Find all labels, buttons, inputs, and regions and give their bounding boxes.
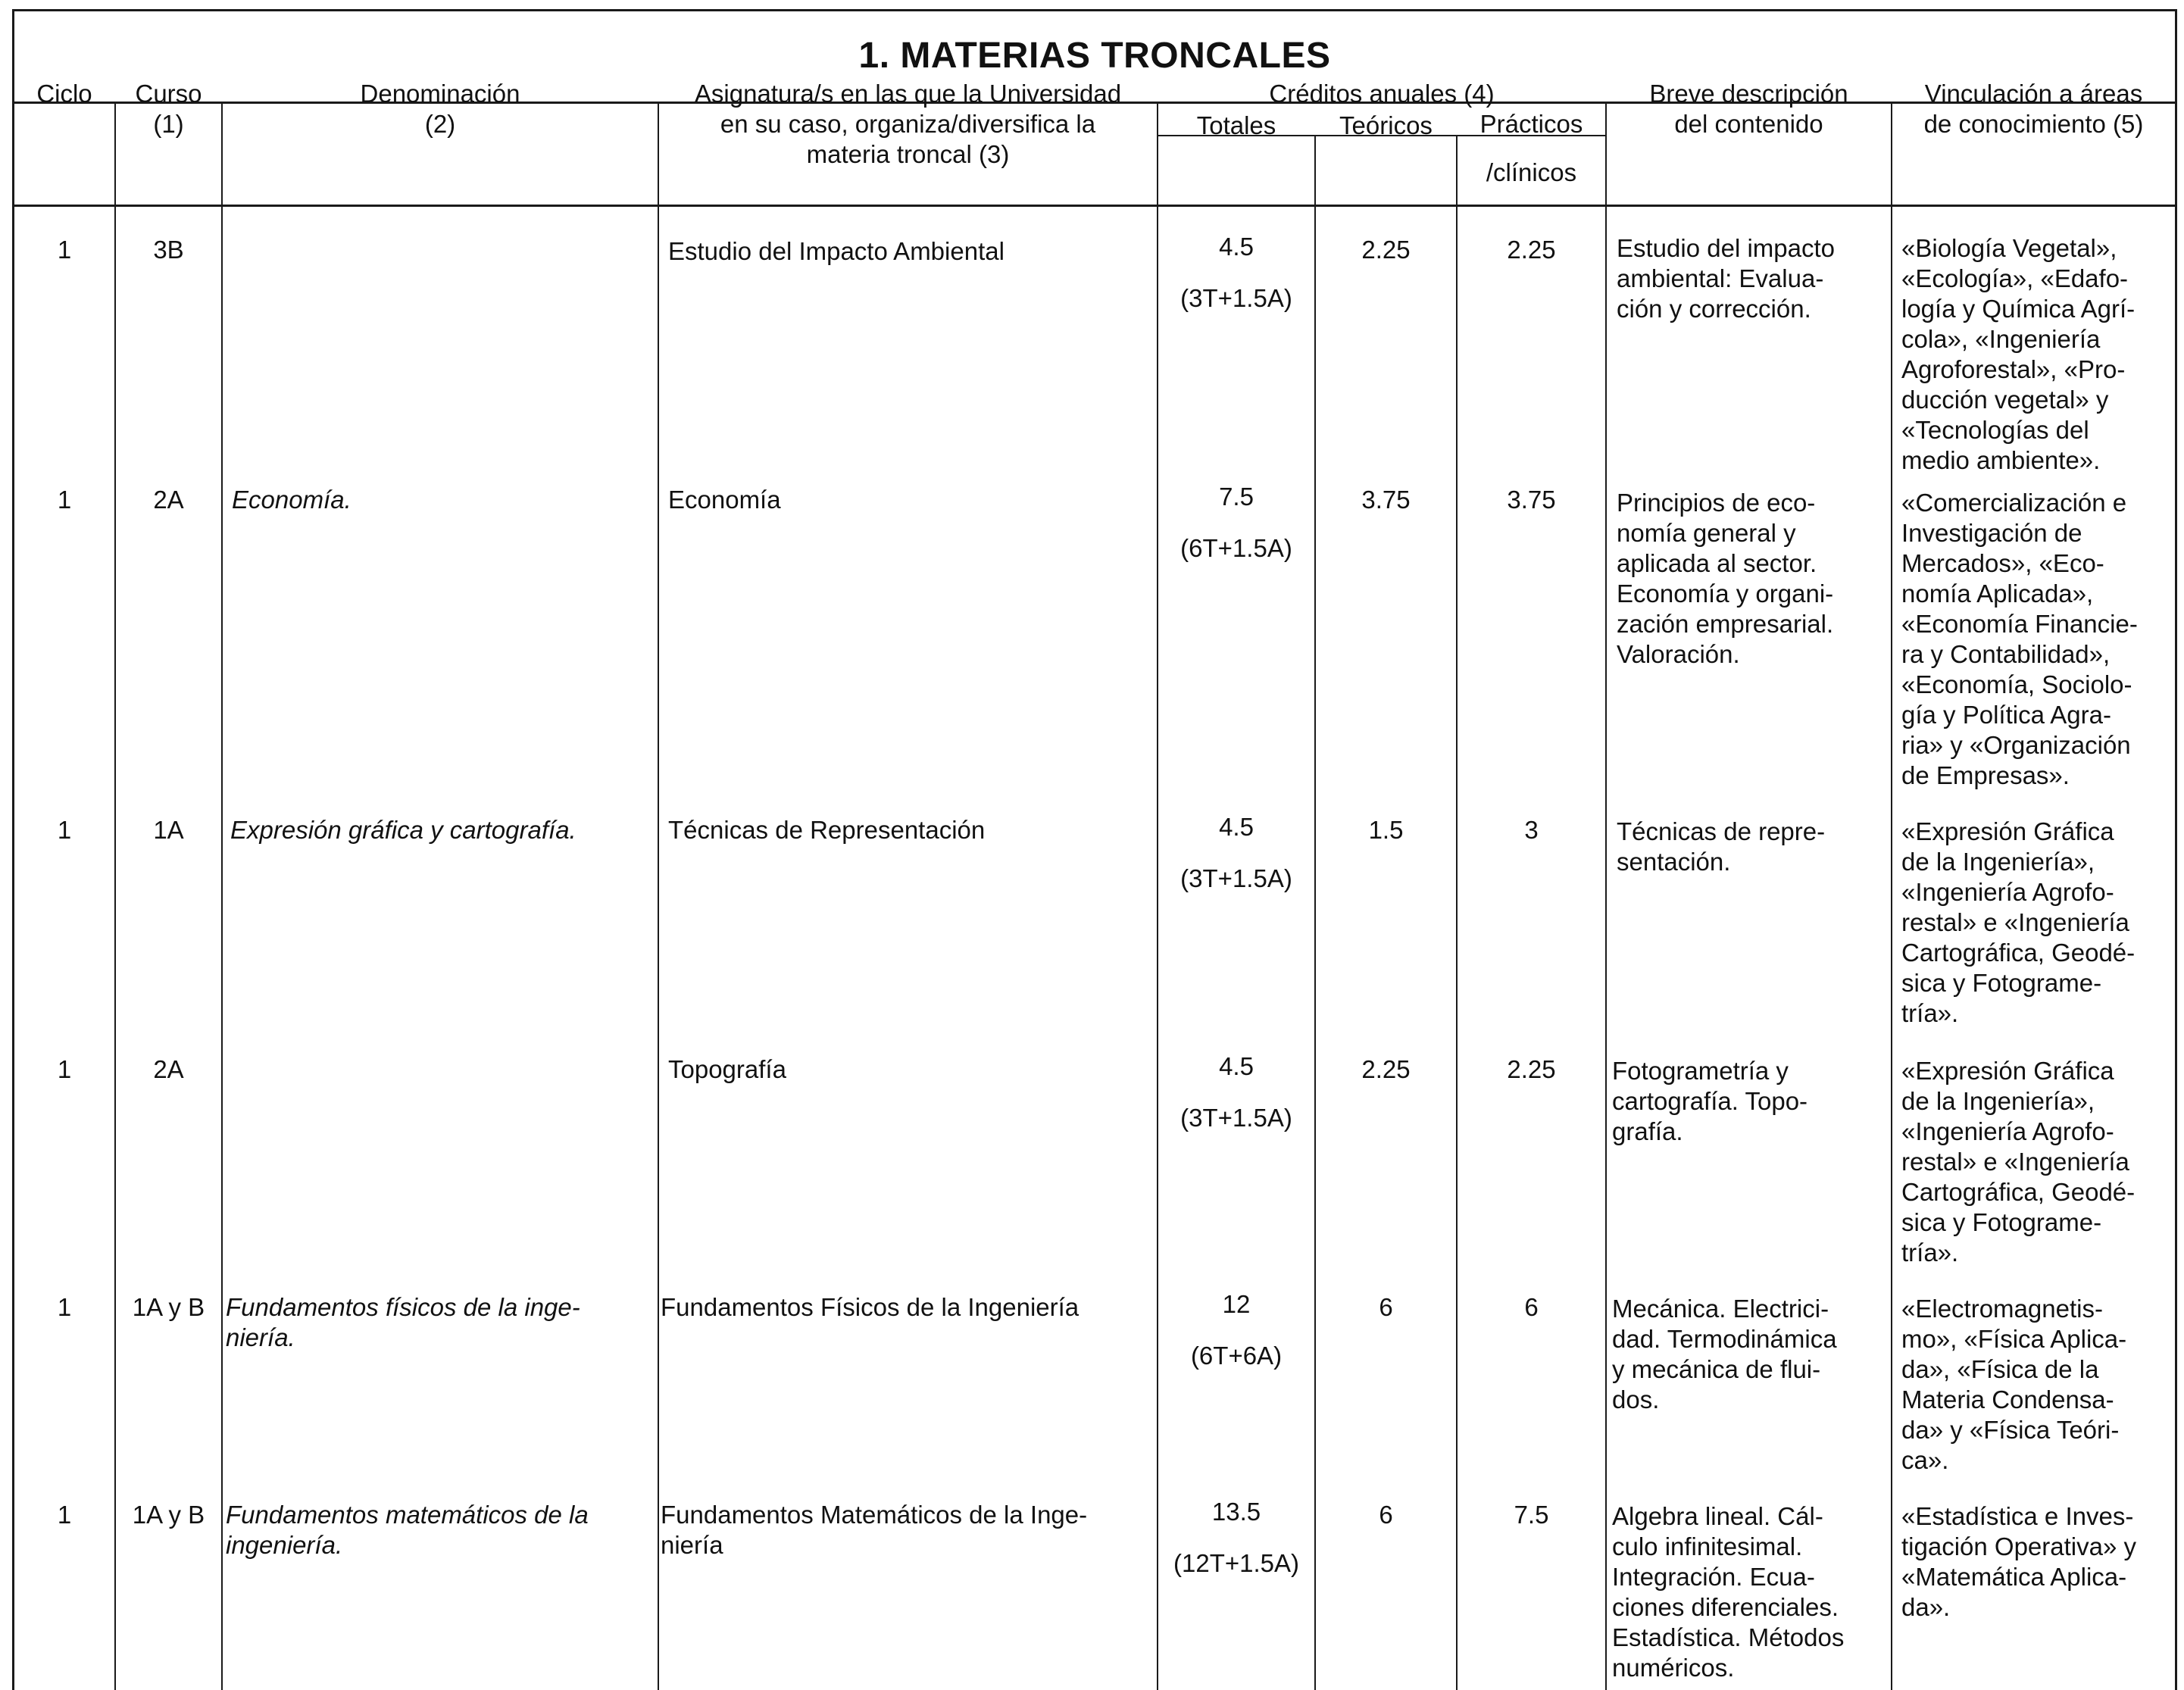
header-denominacion: Denominación (2) bbox=[360, 80, 520, 138]
cell-teoricos: 3.75 bbox=[1361, 486, 1411, 514]
cell-denominacion: Fundamentos físicos de la inge- niería. bbox=[226, 1293, 580, 1351]
cell-descripcion: Técnicas de repre- sentación. bbox=[1617, 817, 1826, 876]
cell-totales: 12 (6T+6A) bbox=[1190, 1290, 1283, 1370]
cell-vinculacion: «Biología Vegetal», «Ecología», «Edafo- logía y Química Agrí- cola», «Ingeniería Agroforestal», «Pro- ducción vegetal» y «Tecnologías del medio ambiente». bbox=[1901, 234, 2136, 474]
cell-ciclo: 1 bbox=[57, 1293, 72, 1321]
cell-vinculacion: «Expresión Gráfica de la Ingeniería», «Ingeniería Agrofo- restal» e «Ingeniería Cartográfica, Geodé- sica y Fotograme- tría». bbox=[1901, 817, 2136, 1027]
cell-curso: 2A bbox=[153, 486, 184, 514]
cell-practicos: 7.5 bbox=[1514, 1501, 1549, 1529]
column-divider bbox=[114, 102, 116, 1690]
cell-totales: 4.5 (3T+1.5A) bbox=[1180, 1052, 1292, 1132]
cell-totales: 4.5 (3T+1.5A) bbox=[1180, 233, 1292, 312]
cell-practicos: 2.25 bbox=[1507, 236, 1556, 264]
cell-descripcion: Principios de eco- nomía general y aplicada al sector. Economía y organi- zación empresarial. Valoración. bbox=[1617, 489, 1834, 668]
cell-asignatura: Fundamentos Matemáticos de la Inge- niería bbox=[661, 1501, 1088, 1559]
cell-curso: 3B bbox=[153, 236, 184, 264]
header-teoricos: Teóricos bbox=[1339, 111, 1433, 139]
cell-ciclo: 1 bbox=[57, 816, 72, 844]
cell-practicos: 3 bbox=[1524, 816, 1539, 844]
column-divider bbox=[221, 102, 223, 1690]
cell-curso: 1A y B bbox=[132, 1293, 205, 1321]
cell-descripcion: Mecánica. Electrici- dad. Termodinámica y mecánica de flui- dos. bbox=[1612, 1295, 1837, 1414]
header-descripcion: Breve descripción del contenido bbox=[1649, 80, 1848, 138]
cell-vinculacion: «Expresión Gráfica de la Ingeniería», «Ingeniería Agrofo- restal» e «Ingeniería Cartográfica, Geodé- sica y Fotograme- tría». bbox=[1901, 1057, 2136, 1267]
cell-descripcion: Fotogrametría y cartografía. Topo- grafía. bbox=[1612, 1057, 1808, 1145]
cell-practicos: 3.75 bbox=[1507, 486, 1556, 514]
cell-practicos: 6 bbox=[1524, 1293, 1539, 1321]
column-divider bbox=[658, 102, 659, 1690]
cell-asignatura: Topografía bbox=[668, 1055, 786, 1083]
cell-totales: 7.5 (6T+1.5A) bbox=[1180, 483, 1292, 562]
cell-curso: 1A bbox=[153, 816, 184, 844]
cell-totales: 13.5 (12T+1.5A) bbox=[1173, 1498, 1299, 1577]
cell-asignatura: Economía bbox=[668, 486, 781, 514]
cell-teoricos: 6 bbox=[1379, 1501, 1393, 1529]
column-divider bbox=[1605, 102, 1607, 1690]
cell-teoricos: 6 bbox=[1379, 1293, 1393, 1321]
table-border-top bbox=[12, 9, 2177, 11]
header-divider bbox=[12, 205, 2177, 207]
cell-asignatura: Fundamentos Físicos de la Ingeniería bbox=[661, 1293, 1080, 1321]
cell-vinculacion: «Estadística e Inves- tigación Operativa» y «Matemática Aplica- da». bbox=[1901, 1502, 2137, 1621]
cell-ciclo: 1 bbox=[57, 1055, 72, 1083]
table-border-right bbox=[2175, 9, 2177, 1690]
column-divider bbox=[1314, 136, 1316, 1690]
cell-curso: 2A bbox=[153, 1055, 184, 1083]
cell-teoricos: 2.25 bbox=[1361, 1055, 1411, 1083]
cell-denominacion: Economía. bbox=[232, 486, 352, 514]
cell-descripcion: Estudio del impacto ambiental: Evalua- ción y corrección. bbox=[1617, 234, 1835, 323]
cell-asignatura: Estudio del Impacto Ambiental bbox=[668, 237, 1005, 265]
cell-ciclo: 1 bbox=[57, 486, 72, 514]
column-divider bbox=[1891, 102, 1892, 1690]
header-creditos: Créditos anuales (4) bbox=[1269, 80, 1495, 108]
cell-asignatura: Técnicas de Representación bbox=[668, 816, 986, 844]
cell-vinculacion: «Electromagnetis- mo», «Física Aplica- da», «Física de la Materia Condensa- da» y «Física Teóri- ca». bbox=[1901, 1295, 2127, 1474]
header-totales: Totales bbox=[1196, 111, 1276, 139]
header-asignatura: Asignatura/s en las que la Universidad en su caso, organiza/diversifica la materia troncal (3) bbox=[694, 80, 1122, 168]
header-ciclo: Ciclo bbox=[36, 80, 92, 108]
cell-teoricos: 1.5 bbox=[1368, 816, 1404, 844]
cell-ciclo: 1 bbox=[57, 1501, 72, 1529]
header-curso: Curso (1) bbox=[135, 80, 202, 138]
cell-descripcion: Algebra lineal. Cál- culo infinitesimal. Integración. Ecua- ciones diferenciales. Estadística. Métodos numéricos. bbox=[1612, 1502, 1845, 1682]
page-title: 1. MATERIAS TRONCALES bbox=[858, 35, 1331, 76]
cell-denominacion: Expresión gráfica y cartografía. bbox=[230, 816, 576, 844]
header-practicos: Prácticos /clínicos bbox=[1479, 110, 1583, 186]
cell-practicos: 2.25 bbox=[1507, 1055, 1556, 1083]
cell-teoricos: 2.25 bbox=[1361, 236, 1411, 264]
column-divider bbox=[1456, 136, 1458, 1690]
cell-vinculacion: «Comercialización e Investigación de Mercados», «Eco- nomía Aplicada», «Economía Financie- ra y Contabilidad», «Economía, Sociolo- gía y Política Agra- ria» y «Organización de Empresas». bbox=[1901, 489, 2138, 789]
cell-ciclo: 1 bbox=[57, 236, 72, 264]
cell-totales: 4.5 (3T+1.5A) bbox=[1180, 813, 1292, 892]
cell-curso: 1A y B bbox=[132, 1501, 205, 1529]
header-vinculacion: Vinculación a áreas de conocimiento (5) bbox=[1923, 80, 2144, 138]
cell-denominacion: Fundamentos matemáticos de la ingeniería. bbox=[226, 1501, 589, 1559]
